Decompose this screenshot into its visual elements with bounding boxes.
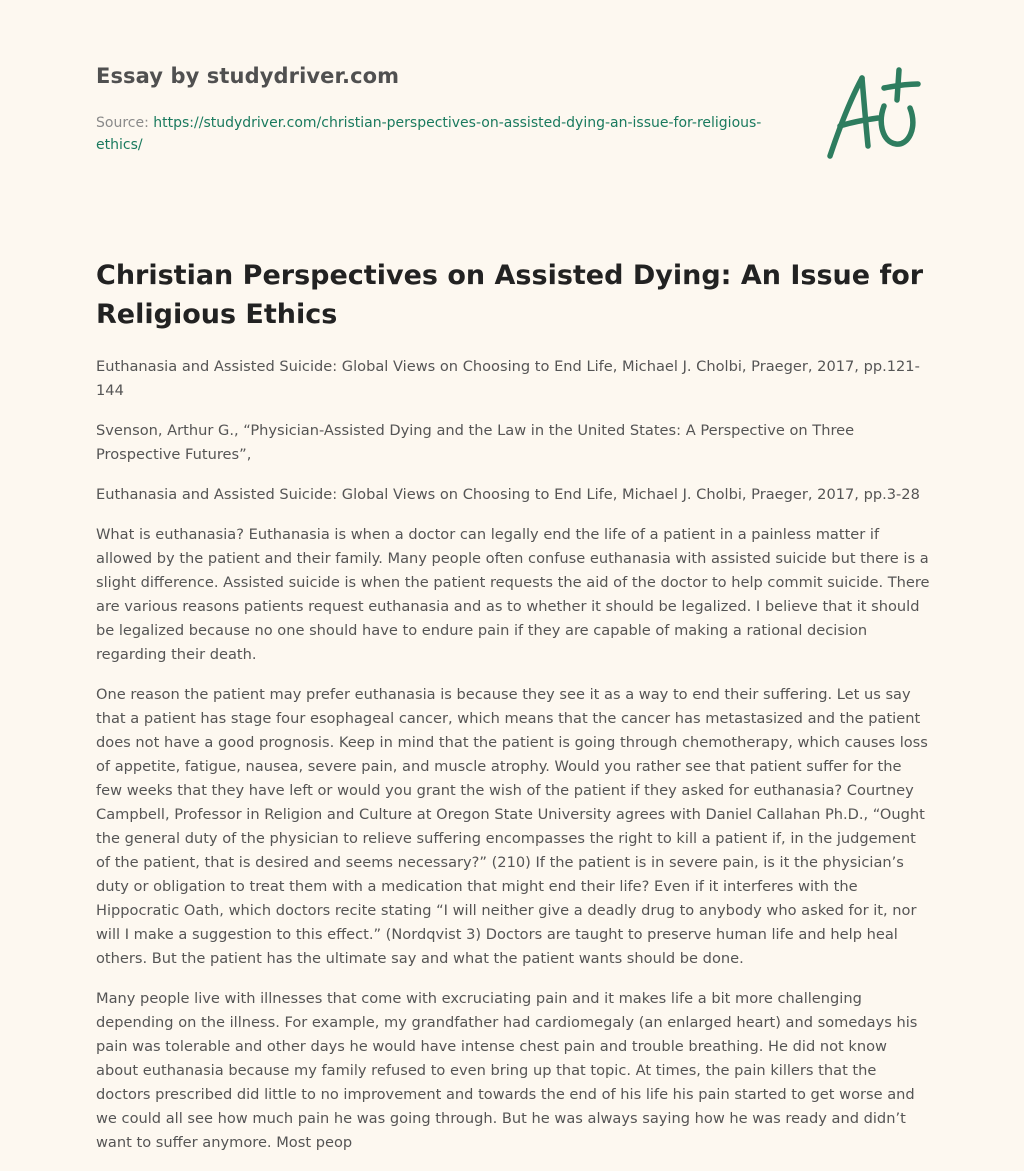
source-link[interactable]: https://studydriver.com/christian-perspectives-on-assisted-dying-an-issue-for-religious-ethics/	[96, 115, 762, 153]
body-paragraph: One reason the patient may prefer euthanasia is because they see it as a way to end their suffering. Let us say that a patient has stage four esophageal cancer, which means that the cancer has metastasized and the patient does not have a good prognosis. Keep in mind that the patient is going through chemotherapy, which causes loss of appetite, fatigue, nausea, severe pain, and muscle atrophy. Would you rather see that patient suffer for the few weeks that they have left or would you grant the wish of the patient if they asked for euthanasia? Courtney Campbell, Professor in Religion and Culture at Oregon State University agrees with Daniel Callahan Ph.D., “Ought the general duty of the physician to relieve suffering encompasses the right to kill a patient if, in the judgement of the patient, that is desired and seems necessary?” (210) If the patient is in severe pain, is it the physician’s duty or obligation to treat them with a medication that might end their life? Even if it interferes with the Hippocratic Oath, which doctors recite stating “I will neither give a deadly drug to anybody who asked for it, nor will I make a suggestion to this effect.” (Nordqvist 3) Doctors are taught to preserve human life and help heal others. But the patient has the ultimate say and what the patient wants should be done.	[96, 686, 928, 967]
reference-item: Euthanasia and Assisted Suicide: Global Views on Choosing to End Life, Michael J. Cholbi, Praeger, 2017, pp.121-144	[96, 358, 920, 399]
a-plus-logo-icon	[822, 66, 926, 166]
body-paragraph: What is euthanasia? Euthanasia is when a doctor can legally end the life of a patient in a painless matter if allowed by the patient and their family. Many people often confuse euthanasia with assisted suicide but there is a slight difference. Assisted suicide is when the patient requests the aid of the doctor to help commit suicide. There are various reasons patients request euthanasia and as to whether it should be legalized. I believe that it should be legalized because no one should have to endure pain if they are capable of making a rational decision regarding their death.	[96, 526, 930, 663]
source-line	[96, 112, 776, 156]
essay-content	[96, 355, 932, 1171]
source-label: Source:	[96, 115, 149, 131]
body-paragraph: Many people live with illnesses that come with excruciating pain and it makes life a bit more challenging depending on the illness. For example, my grandfather had cardiomegaly (an enlarged heart) and somedays his pain was tolerable and other days he would have intense chest pain and trouble breathing. He did not know about euthanasia because my family refused to even bring up that topic. At times, the pain killers that the doctors prescribed did little to no improvement and towards the end of his life his pain started to get worse and we could all see how much pain he was going through. But he was always saying how he was ready and didn’t want to suffer anymore. Most peop	[96, 990, 918, 1151]
reference-item: Euthanasia and Assisted Suicide: Global Views on Choosing to End Life, Michael J. Cholbi, Praeger, 2017, pp.3-28	[96, 486, 920, 503]
essay-title: Christian Perspectives on Assisted Dying: An Issue for Religious Ethics	[96, 260, 924, 330]
reference-item: Svenson, Arthur G., “Physician-Assisted Dying and the Law in the United States: A Perspective on Three Prospective Futures”,	[96, 422, 855, 463]
site-title: Essay by studydriver.com	[96, 64, 400, 88]
